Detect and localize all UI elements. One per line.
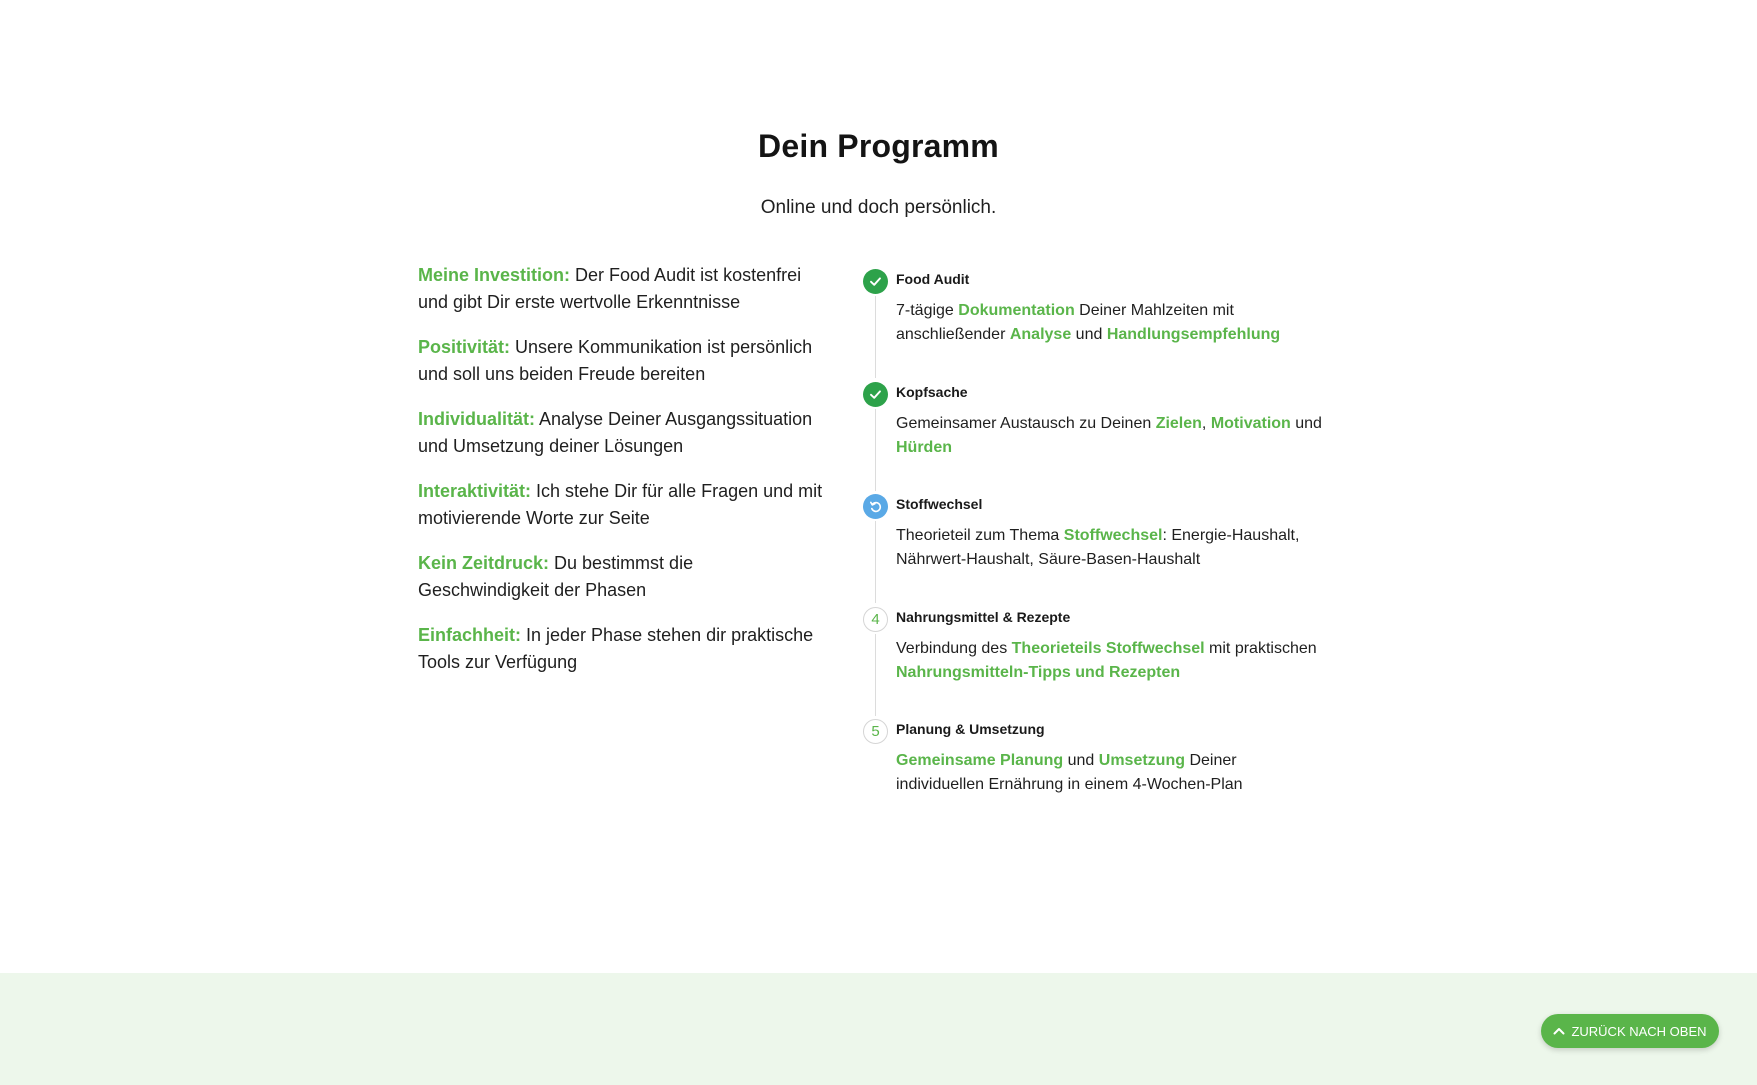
step-title: Food Audit [896, 271, 970, 287]
refresh-icon [869, 500, 883, 514]
benefits-list [418, 262, 828, 694]
step-status-done [863, 382, 888, 407]
benefit-label: Individualität: [418, 409, 535, 429]
benefit-label: Positivität: [418, 337, 511, 357]
benefit-label: Meine Investition: [418, 265, 571, 285]
step-status-done [863, 269, 888, 294]
step-number-badge: 5 [863, 719, 888, 744]
benefit-item [418, 478, 828, 532]
timeline-connector [875, 296, 876, 378]
benefit-item [418, 550, 828, 604]
step-status-active [863, 494, 888, 519]
back-to-top-button[interactable] [1541, 1014, 1719, 1048]
step-description: Gemeinsame Planung und Umsetzung Deiner individuellen Ernährung in einem 4-Wochen-Plan [896, 752, 1243, 793]
benefit-item [418, 262, 828, 316]
chevron-up-icon [1553, 1027, 1565, 1035]
benefit-item [418, 622, 828, 676]
step-description: 7-tägige Dokumentation Deiner Mahlzeiten mit anschließender Analyse und Handlungsempfehlung [896, 302, 1281, 343]
benefit-label: Einfachheit: [418, 625, 522, 645]
timeline-step-kopfsache [860, 379, 1320, 492]
step-description: Theorieteil zum Thema Stoffwechsel: Energie-Haushalt, Nährwert-Haushalt, Säure-Basen-Haushalt [896, 527, 1300, 568]
timeline-connector [875, 521, 876, 603]
benefit-text: Ich stehe Dir für alle Fragen und mit motivierende Worte zur Seite [418, 481, 823, 528]
benefit-text: Der Food Audit ist kostenfrei und gibt Dir erste wertvolle Erkenntnisse [418, 265, 802, 312]
timeline-connector [875, 409, 876, 491]
timeline-step-stoffwechsel [860, 491, 1320, 604]
step-number-badge: 4 [863, 607, 888, 632]
benefit-item [418, 406, 828, 460]
step-description: Gemeinsamer Austausch zu Deinen Zielen, Motivation und Hürden [896, 414, 1322, 456]
benefit-text: In jeder Phase stehen dir praktische Tools zur Verfügung [418, 625, 814, 672]
timeline-connector [875, 634, 876, 716]
step-title: Nahrungsmittel & Rezepte [896, 608, 1071, 625]
benefit-text: Analyse Deiner Ausgangssituation und Umsetzung deiner Lösungen [418, 409, 813, 456]
back-to-top-label: ZURÜCK NACH OBEN [1571, 1023, 1707, 1039]
step-title: Planung & Umsetzung [896, 721, 1045, 737]
timeline-step-planung [860, 716, 1320, 829]
step-title: Kopfsache [896, 383, 968, 400]
timeline-step-nahrungsmittel [860, 604, 1320, 717]
footer-band [0, 973, 1757, 1085]
benefit-label: Kein Zeitdruck: [418, 553, 550, 573]
benefit-text: Du bestimmst die Geschwindigkeit der Phasen [418, 553, 694, 600]
step-title: Stoffwechsel [896, 496, 983, 512]
check-icon [869, 275, 882, 288]
check-icon [869, 388, 882, 401]
program-timeline [860, 266, 1320, 829]
benefit-label: Interaktivität: [418, 481, 532, 501]
page-subtitle: Online und doch persönlich. [760, 197, 997, 218]
benefit-text: Unsere Kommunikation ist persönlich und soll uns beiden Freude bereiten [418, 337, 813, 384]
benefit-item [418, 334, 828, 388]
page-title: Dein Programm [758, 128, 999, 164]
timeline-step-food-audit [860, 266, 1320, 379]
step-description: Verbindung des Theorieteils Stoffwechsel mit praktischen Nahrungsmitteln-Tipps und Rezepten [896, 639, 1317, 681]
